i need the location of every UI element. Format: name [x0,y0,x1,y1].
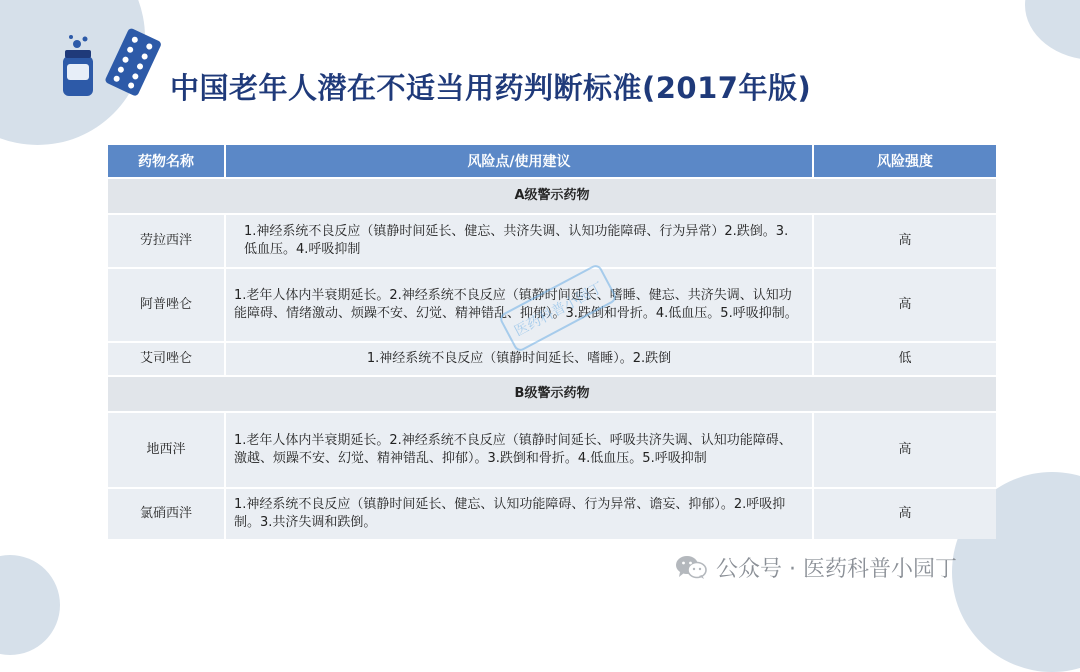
risk-advice: 1.神经系统不良反应（镇静时间延长、健忘、共济失调、认知功能障碍、行为异常）2.跌倒。3.低血压。4.呼吸抑制 [226,215,812,267]
drug-name: 劳拉西泮 [108,215,224,267]
section-label-b: B级警示药物 [108,377,996,411]
drug-name: 艾司唑仑 [108,343,224,375]
drug-name: 地西泮 [108,413,224,487]
table-row [108,413,996,487]
header-drug-name: 药物名称 [108,145,224,177]
watermark-text: 医药科普小园丁 [511,279,606,340]
risk-level: 高 [814,269,996,341]
drug-name: 氯硝西泮 [108,489,224,539]
table-row [108,343,996,375]
medicine-icon [55,28,165,103]
decor-circle-bottom-left [0,555,60,655]
risk-advice: 1.神经系统不良反应（镇静时间延长、嗜睡）。2.跌倒 [226,343,812,375]
drug-table [106,143,998,541]
section-label-a: A级警示药物 [108,179,996,213]
risk-level: 高 [814,489,996,539]
risk-level: 高 [814,413,996,487]
table-row [108,269,996,341]
page-title: 中国老年人潜在不适当用药判断标准(2017年版) [170,71,812,105]
risk-advice: 1.神经系统不良反应（镇静时间延长、健忘、认知功能障碍、行为异常、谵妄、抑郁）。2.呼吸抑制。3.共济失调和跌倒。 [226,489,812,539]
table-header-row [108,145,996,177]
wechat-icon [674,553,708,581]
header-risk-advice: 风险点/使用建议 [226,145,812,177]
header-risk-level: 风险强度 [814,145,996,177]
section-row [108,377,996,411]
footer-text: 公众号 · 医药科普小园丁 [716,556,957,582]
risk-level: 低 [814,343,996,375]
table-row [108,489,996,539]
decor-circle-top-right [1025,0,1080,60]
drug-name: 阿普唑仑 [108,269,224,341]
table-row [108,215,996,267]
risk-level: 高 [814,215,996,267]
footer [674,553,957,581]
section-row [108,179,996,213]
risk-advice: 1.老年人体内半衰期延长。2.神经系统不良反应（镇静时间延长、呼吸共济失调、认知功能障碍、激越、烦躁不安、幻觉、精神错乱、抑郁）。3.跌倒和骨折。4.低血压。5.呼吸抑制 [226,413,812,487]
risk-advice: 1.老年人体内半衰期延长。2.神经系统不良反应（镇静时间延长、嗜睡、健忘、共济失调、认知功能障碍、情绪激动、烦躁不安、幻觉、精神错乱、抑郁）。3.跌倒和骨折。4.低血压。5.呼吸抑制。 [226,269,812,341]
